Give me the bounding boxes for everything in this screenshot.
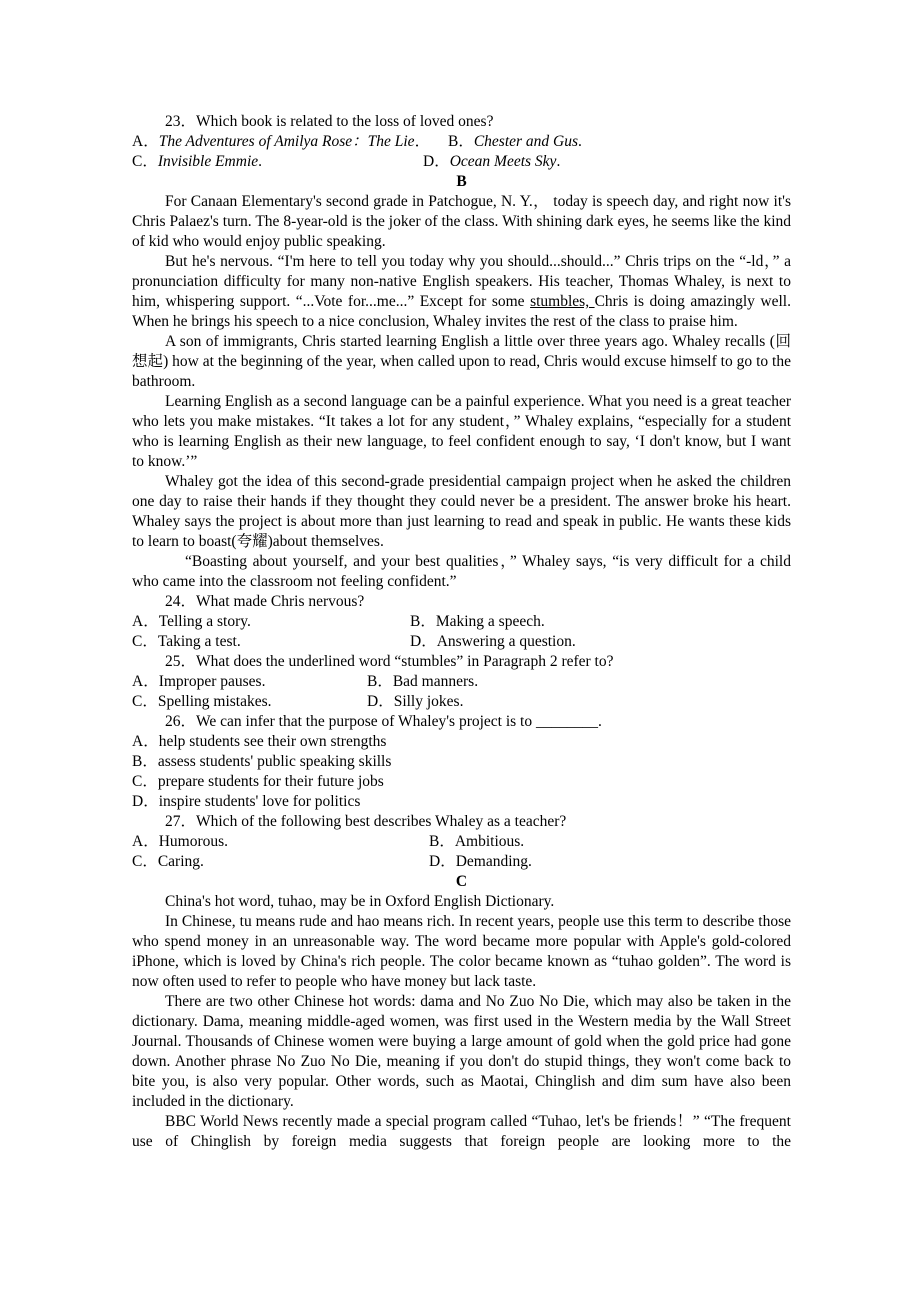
- question-27-options-row-1: [132, 832, 791, 852]
- book-title-b: Chester and Gus: [473, 133, 579, 150]
- option-c-label: C．: [132, 153, 158, 170]
- question-26-stem: 26．We can infer that the purpose of Whaley's project is to ________.: [165, 713, 602, 730]
- question-24-options-row-2: [132, 632, 791, 652]
- question-25-option-b: B．Bad manners.: [367, 673, 479, 690]
- question-24-stem: 24．What made Chris nervous?: [165, 593, 365, 610]
- question-27-option-b: B．Ambitious.: [429, 833, 525, 850]
- passage-b-paragraph-1: For Canaan Elementary's second grade in Patchogue, N. Y.， today is speech day, and right now it's Chris Palaez's turn. The 8-year-old is the joker of the class. With shining dark eyes, he seems like the kind of kid who would enjoy public speaking.: [132, 193, 791, 250]
- book-title-a: The Adventures of Amilya Rose：The Lie: [158, 133, 415, 150]
- passage-c-paragraph-3: There are two other Chinese hot words: dama and No Zuo No Die, which may also be taken in the dictionary. Dama, meaning middle-aged women, was first used in the Western media by the Wall Street Journal. Thousands of Chinese women were buying a large amount of gold when the gold price had gone down. Another phrase No Zuo No Die, meaning if you don't do stupid things, they won't come back to bite you, is also very popular. Other words, such as Maotai, Chinglish and dim sum have also been included in the dictionary.: [132, 993, 791, 1110]
- option-a-tail: ．: [414, 133, 431, 150]
- question-23-option-d: [423, 152, 791, 172]
- question-27-option-d: D．Demanding.: [429, 853, 532, 870]
- passage-b-paragraph-2: [132, 252, 791, 332]
- paragraph-2-text-after: Chris is doing amazingly well. When he brings his speech to a nice conclusion, Whaley invites the rest of the class to praise him.: [132, 293, 791, 330]
- question-24-option-d: D．Answering a question.: [410, 633, 576, 650]
- question-23-options-row-2: [132, 152, 791, 172]
- option-c-tail: .: [258, 153, 263, 170]
- paragraph-2-text-before: But he's nervous. “I'm here to tell you today why you should...should...” Chris trips on the “-ld，” a pronunciation difficulty for many non-native English speakers. His teacher, Thomas Whaley, is next to him, whispering support. “...Vote for...me...” Except for some: [132, 253, 791, 310]
- question-24-options-row-1: [132, 612, 791, 632]
- passage-c-paragraph-1: China's hot word, tuhao, may be in Oxford English Dictionary.: [165, 893, 555, 910]
- option-a-label: A．: [132, 133, 159, 150]
- question-24-option-c: C．Taking a test.: [132, 633, 241, 650]
- question-25-option-d: D．Silly jokes.: [367, 693, 464, 710]
- question-23-options-row-1: [132, 132, 791, 152]
- passage-b-paragraph-5: Whaley got the idea of this second-grade presidential campaign project when he asked the children one day to raise their hands if they thought they could never be a president. The answer broke his heart. Whaley says the project is about more than just learning to read and speak in public. He wants these kids to learn to boast(夸耀)about themselves.: [132, 473, 791, 550]
- passage-b-paragraph-4: Learning English as a second language can be a painful experience. What you need is a great teacher who lets you make mistakes. “It takes a lot for any student，” Whaley explains, “especially for a student who is learning English as their new language, to feel confident enough to say, ‘I don't know, but I want to know.’”: [132, 393, 791, 470]
- question-23-option-b: [448, 132, 791, 152]
- underlined-word-stumbles: stumbles,: [530, 293, 595, 310]
- question-25-option-c: C．Spelling mistakes.: [132, 693, 272, 710]
- question-26-option-d: D．inspire students' love for politics: [132, 793, 361, 810]
- exam-page: [132, 112, 791, 1152]
- question-23-option-c: [132, 152, 423, 172]
- question-27-option-c: C．Caring.: [132, 853, 204, 870]
- passage-c-paragraph-2: In Chinese, tu means rude and hao means rich. In recent years, people use this term to describe those who spend money in an unreasonable way. The word became more popular with Apple's gold-colored iPhone, which is loved by China's rich people. The color became known as “tuhao golden”. The word is now often used to refer to people who have money but lack taste.: [132, 913, 791, 990]
- section-b-heading: B: [456, 173, 467, 190]
- question-25-stem: 25．What does the underlined word “stumbles” in Paragraph 2 refer to?: [165, 653, 614, 670]
- section-c-heading: C: [455, 873, 468, 890]
- question-26-option-c: C．prepare students for their future jobs: [132, 773, 384, 790]
- passage-b-paragraph-3: A son of immigrants, Chris started learning English a little over three years ago. Whaley recalls (回想起) how at the beginning of the year, when called upon to read, Chris would excuse himself to go to the bathroom.: [132, 333, 791, 390]
- question-24-option-b: B．Making a speech.: [410, 613, 545, 630]
- question-23-option-a: [132, 132, 448, 152]
- question-27-options-row-2: [132, 852, 791, 872]
- question-26-option-a: A．help students see their own strengths: [132, 733, 387, 750]
- question-25-options-row-1: [132, 672, 791, 692]
- question-27-stem: 27．Which of the following best describes Whaley as a teacher?: [165, 813, 567, 830]
- question-27-option-a: A．Humorous.: [132, 833, 229, 850]
- option-d-tail: .: [556, 153, 561, 170]
- option-d-label: D．: [423, 153, 450, 170]
- option-b-label: B．: [448, 133, 474, 150]
- question-23-stem: 23．Which book is related to the loss of loved ones?: [165, 113, 494, 130]
- question-25-options-row-2: [132, 692, 791, 712]
- question-25-option-a: A．Improper pauses.: [132, 673, 266, 690]
- book-title-c: Invisible Emmie: [157, 153, 259, 170]
- book-title-d: Ocean Meets Sky: [449, 153, 557, 170]
- option-b-tail: .: [578, 133, 582, 150]
- passage-c-paragraph-4: BBC World News recently made a special program called “Tuhao, let's be friends！” “The frequent use of Chinglish by foreign media suggests that foreign people are looking more to the: [132, 1113, 791, 1150]
- passage-b-paragraph-6: “Boasting about yourself, and your best qualities，” Whaley says, “is very difficult for a child who came into the classroom not feeling confident.”: [132, 553, 791, 590]
- question-26-option-b: B．assess students' public speaking skills: [132, 753, 392, 770]
- question-24-option-a: A．Telling a story.: [132, 613, 251, 630]
